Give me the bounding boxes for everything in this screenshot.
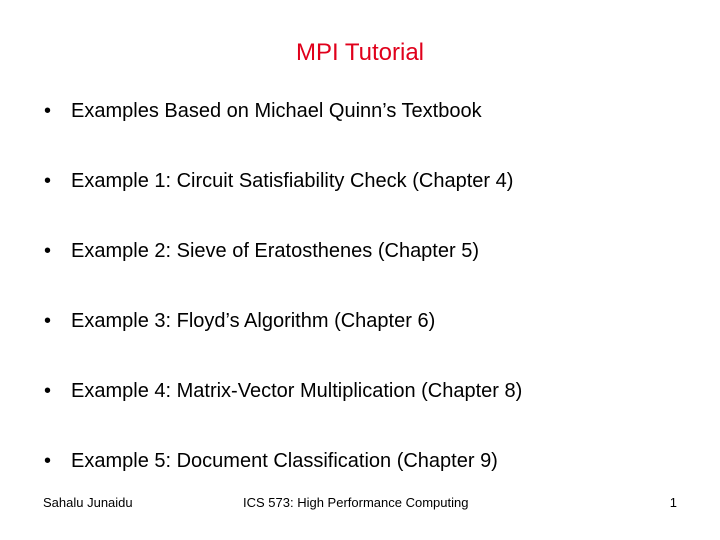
footer-author: Sahalu Junaidu	[43, 495, 133, 510]
bullet-text: Examples Based on Michael Quinn’s Textbook	[71, 100, 482, 122]
bullet-icon: •	[44, 450, 52, 472]
bullet-text: Example 3: Floyd’s Algorithm (Chapter 6)	[71, 310, 436, 332]
bullet-item	[44, 97, 522, 167]
bullet-item	[44, 377, 522, 447]
bullet-item	[44, 237, 522, 307]
bullet-icon: •	[44, 240, 52, 262]
bullet-icon: •	[44, 380, 52, 402]
bullet-item	[44, 167, 522, 237]
bullet-text: Example 2: Sieve of Eratosthenes (Chapter 5)	[71, 240, 479, 262]
bullet-icon: •	[44, 100, 52, 122]
footer-course: ICS 573: High Performance Computing	[243, 495, 469, 510]
bullet-text: Example 4: Matrix-Vector Multiplication (Chapter 8)	[71, 380, 523, 402]
footer-page-number: 1	[669, 495, 677, 510]
bullet-text: Example 1: Circuit Satisfiability Check (Chapter 4)	[71, 170, 514, 192]
bullet-item	[44, 307, 522, 377]
bullet-icon: •	[44, 310, 52, 332]
bullet-icon: •	[44, 170, 52, 192]
bullet-text: Example 5: Document Classification (Chapter 9)	[71, 450, 498, 472]
slide-title: MPI Tutorial	[295, 39, 425, 66]
bullet-list	[44, 97, 522, 517]
